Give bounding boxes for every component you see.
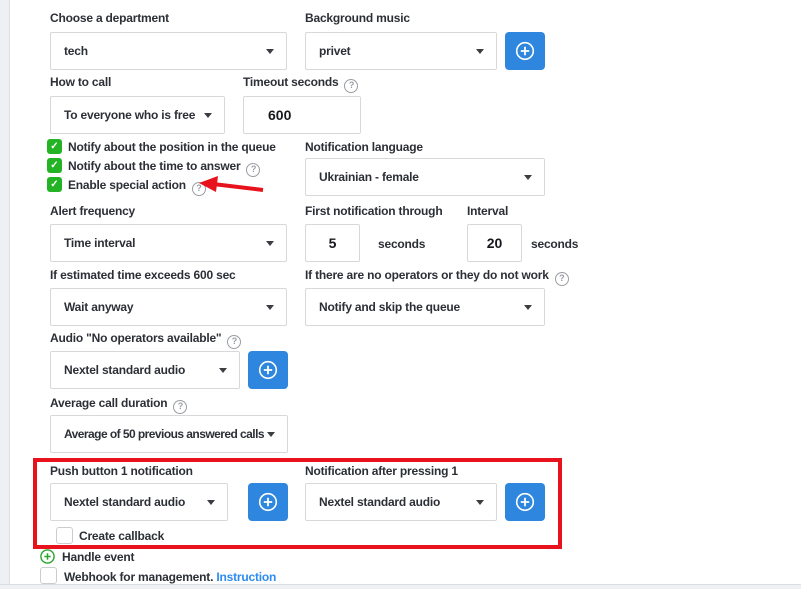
notify-time-label: Notify about the time to answer ? — [68, 159, 260, 177]
webhook-checkbox[interactable] — [40, 567, 57, 584]
background-music-select[interactable] — [305, 32, 497, 70]
no-operators-label: If there are no operators or they do not work ? — [305, 268, 569, 286]
push-button-1-label: Push button 1 notification — [50, 464, 193, 478]
webhook-label: Webhook for management. Instruction — [64, 570, 277, 584]
chevron-down-icon — [524, 175, 532, 180]
notify-position-checkbox[interactable]: ✓ — [47, 139, 62, 154]
help-icon[interactable]: ? — [344, 79, 358, 93]
push-button-1-value: Nextel standard audio — [64, 495, 186, 509]
push-button-1-select[interactable] — [50, 483, 228, 521]
chevron-down-icon — [266, 49, 274, 54]
audio-no-operators-label: Audio "No operators available" ? — [50, 331, 241, 349]
help-icon[interactable]: ? — [227, 335, 241, 349]
no-operators-value: Notify and skip the queue — [319, 300, 461, 314]
chevron-down-icon — [207, 500, 215, 505]
interval-unit: seconds — [531, 237, 579, 251]
after-pressing-1-label: Notification after pressing 1 — [305, 464, 458, 478]
help-icon[interactable]: ? — [246, 163, 260, 177]
notification-language-value: Ukrainian - female — [319, 170, 419, 184]
how-to-call-select[interactable] — [50, 96, 225, 134]
chevron-down-icon — [476, 500, 484, 505]
interval-input[interactable] — [467, 224, 522, 262]
first-notification-value: 5 — [328, 235, 337, 251]
first-notification-label: First notification through — [305, 204, 443, 218]
how-to-call-label: How to call — [50, 75, 112, 89]
chevron-down-icon — [524, 305, 532, 310]
alert-frequency-value: Time interval — [64, 236, 136, 250]
plus-circle-icon — [257, 359, 279, 381]
no-operators-select[interactable] — [305, 288, 545, 326]
add-push-button-1-audio-button[interactable] — [248, 483, 288, 521]
notification-language-select[interactable] — [305, 158, 545, 196]
notify-position-label: Notify about the position in the queue — [68, 140, 276, 154]
timeout-value: 600 — [268, 107, 292, 123]
first-notification-unit: seconds — [378, 237, 426, 251]
plus-circle-icon — [514, 491, 536, 513]
add-background-music-button[interactable] — [505, 32, 545, 70]
background-music-value: privet — [319, 44, 351, 58]
special-action-label: Enable special action ? — [68, 178, 206, 196]
first-notification-input[interactable] — [305, 224, 360, 262]
background-music-label: Background music — [305, 11, 410, 25]
chevron-down-icon — [266, 305, 274, 310]
interval-label: Interval — [467, 204, 509, 218]
audio-no-operators-value: Nextel standard audio — [64, 363, 186, 377]
department-select[interactable] — [50, 32, 287, 70]
estimated-time-value: Wait anyway — [64, 300, 134, 314]
add-after-pressing-1-audio-button[interactable] — [505, 483, 545, 521]
chevron-down-icon — [204, 113, 212, 118]
special-action-checkbox[interactable]: ✓ — [47, 177, 62, 192]
timeout-input[interactable] — [243, 96, 361, 134]
after-pressing-1-value: Nextel standard audio — [319, 495, 441, 509]
chevron-down-icon — [219, 368, 227, 373]
red-arrow-annotation — [198, 175, 266, 197]
chevron-down-icon — [476, 49, 484, 54]
how-to-call-value: To everyone who is free — [64, 108, 196, 122]
add-audio-button[interactable] — [248, 351, 288, 389]
department-value: tech — [64, 44, 88, 58]
audio-no-operators-select[interactable] — [50, 351, 240, 389]
timeout-label: Timeout seconds ? — [243, 75, 358, 93]
plus-circle-icon — [514, 40, 536, 62]
average-duration-label: Average call duration ? — [50, 396, 187, 414]
chevron-down-icon — [267, 432, 275, 437]
estimated-time-label: If estimated time exceeds 600 sec — [50, 268, 236, 282]
help-icon[interactable]: ? — [192, 182, 206, 196]
plus-circle-icon — [257, 491, 279, 513]
notify-time-checkbox[interactable]: ✓ — [47, 158, 62, 173]
create-callback-label: Create callback — [79, 529, 165, 543]
handle-event-label[interactable]: Handle event — [62, 550, 135, 564]
interval-value: 20 — [486, 235, 503, 251]
average-duration-value: Average of 50 previous answered calls — [64, 427, 264, 441]
help-icon[interactable]: ? — [555, 272, 569, 286]
after-pressing-1-select[interactable] — [305, 483, 497, 521]
alert-frequency-label: Alert frequency — [50, 204, 136, 218]
department-label: Choose a department — [50, 11, 169, 25]
help-icon[interactable]: ? — [173, 400, 187, 414]
chevron-down-icon — [266, 241, 274, 246]
instruction-link[interactable]: Instruction — [216, 570, 277, 584]
page-bottom-margin — [0, 584, 801, 589]
estimated-time-select[interactable] — [50, 288, 287, 326]
add-event-icon[interactable] — [40, 549, 55, 564]
create-callback-checkbox[interactable] — [56, 527, 73, 544]
alert-frequency-select[interactable] — [50, 224, 287, 262]
average-duration-select[interactable] — [50, 415, 288, 453]
notification-language-label: Notification language — [305, 140, 423, 154]
page-left-margin — [0, 0, 10, 588]
